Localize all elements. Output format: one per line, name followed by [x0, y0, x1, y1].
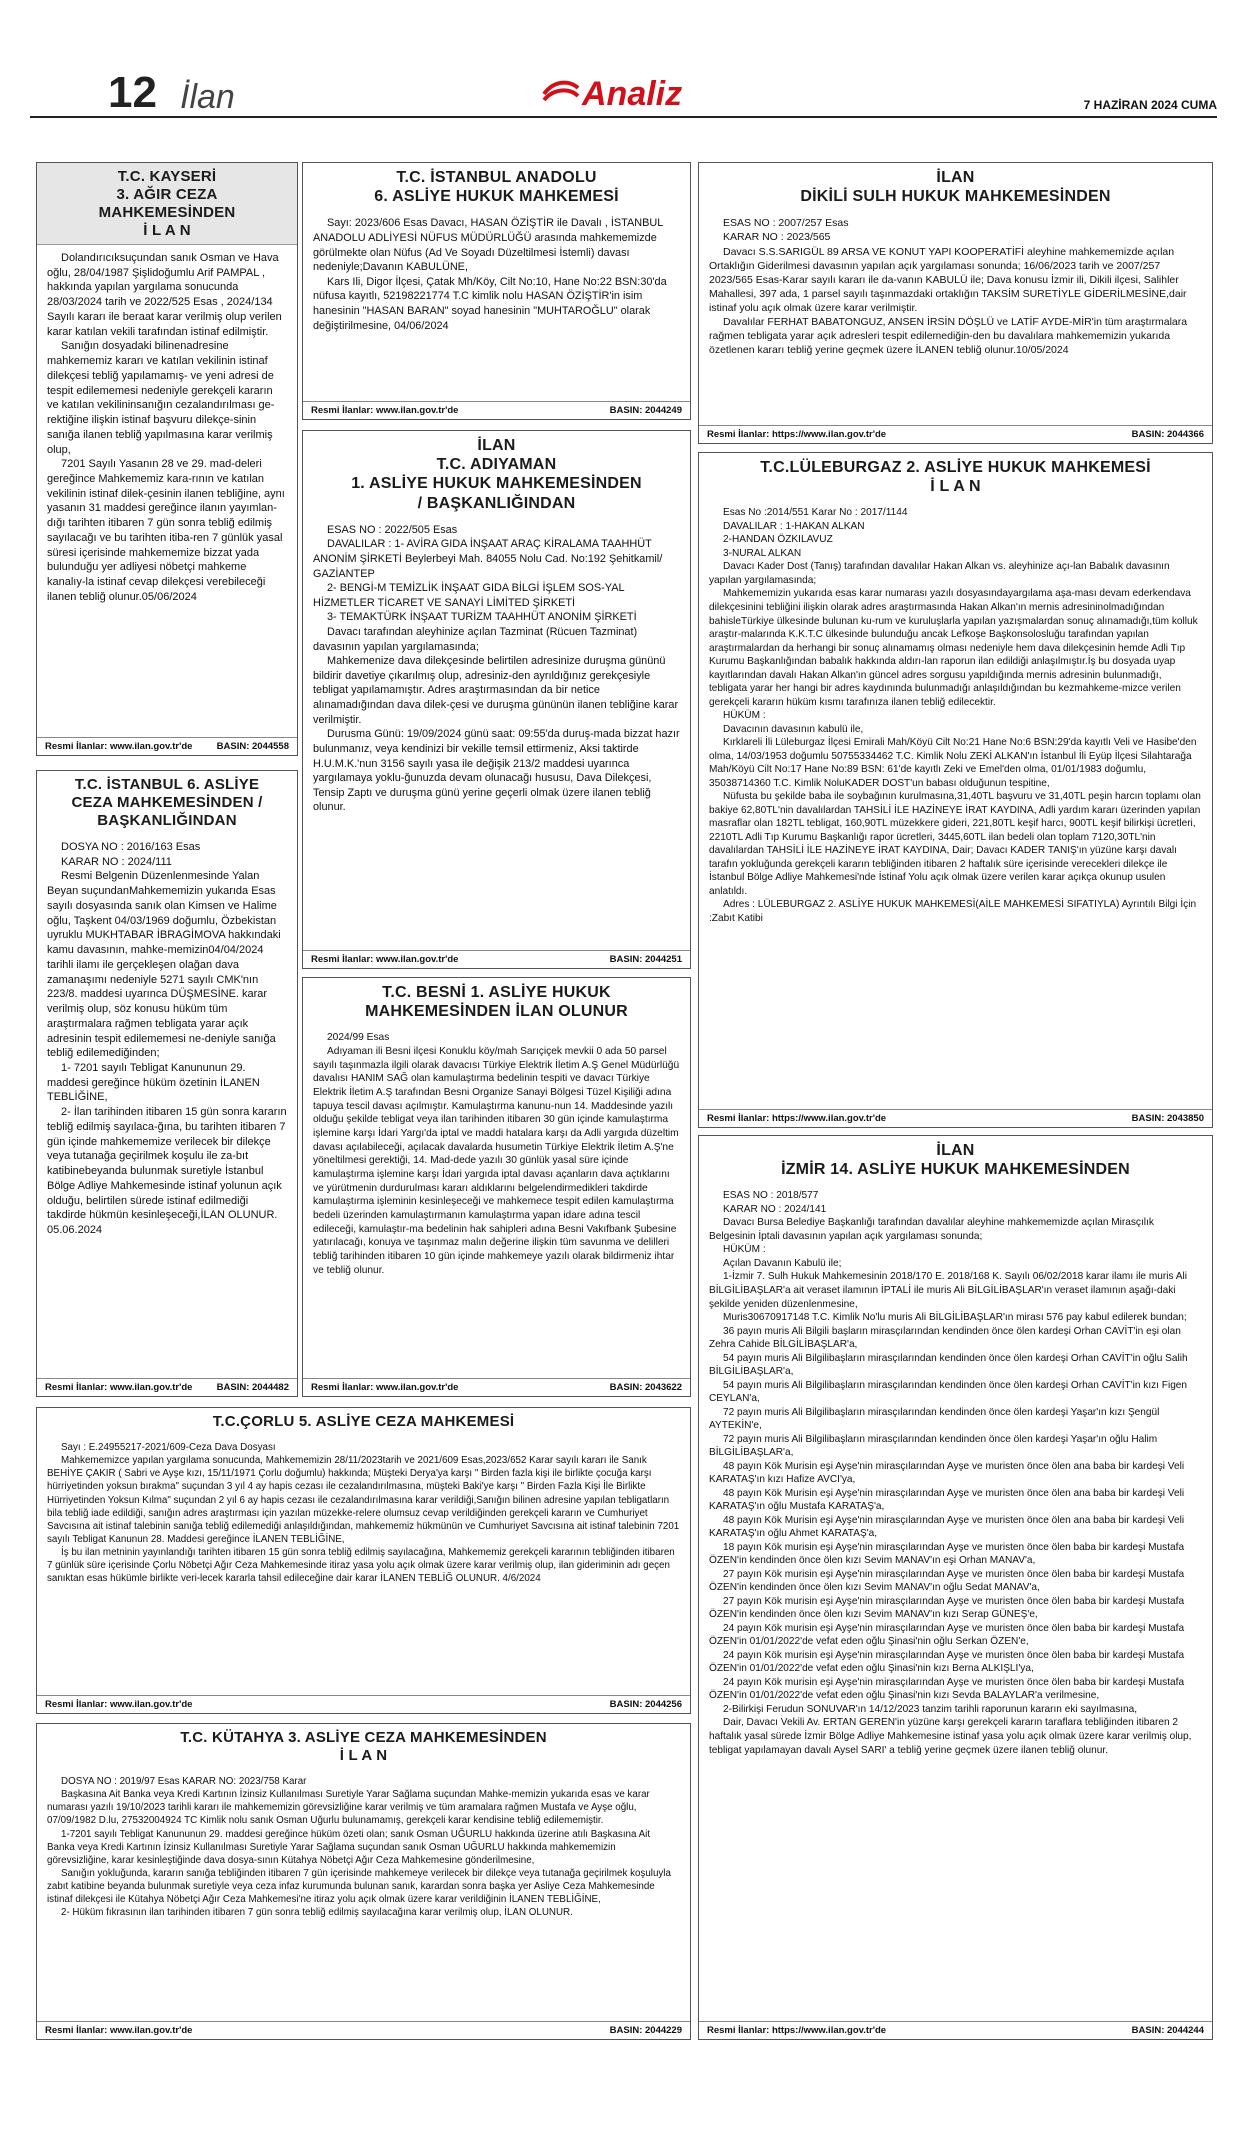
ad-paragraph: DAVALILAR : 1- AVİRA GIDA İNŞAAT ARAÇ KİRALAMA TAAHHÜT ANONİM ŞİRKETİ Beylerbeyi Mah. 84055 Nolu Cad. No:192 Şehitkamil/ GAZİANTEP — [313, 538, 663, 580]
ad-source-link[interactable]: Resmi İlanlar: https://www.ilan.gov.tr'de — [707, 1113, 887, 1124]
ad-paragraph: Mahkemenize dava dilekçesinde belirtilen adresinize duruşma gününü bildirir davetiye çıkarılmış olup, adresiniz-den ayrıldığınız gerekçesiyle tebligat yapılamamıştır. Adres araştırmasından da bir netice alınamadığından dava dilek-çesi ve duruşma gününün ilanen tebliğine karar verilmiştir. — [313, 655, 679, 726]
ad-footer — [37, 737, 297, 755]
ad-body — [303, 1025, 690, 1277]
ad-paragraph: 2- İlan tarihinden itibaren 15 gün sonra kararın tebliğ edilmiş sayılaca-ğına, bu tarihten itibaren 7 gün içinde mahkememize verilecek bir dilekçe veya tutanağa geçirilmek koşulu ile za-bıt katibinebeyanda bulunmak suretiyle İstanbul Bölge Adliye Mahkemesinde istinaf yolunun açık olduğu, belirtilen sürede istinaf edilmediği takdirde hükmün kesinleşeceği,İLAN OLUNUR. 05.06.2024 — [47, 1106, 287, 1237]
ad-paragraph: ESAS NO : 2018/577 — [723, 1190, 819, 1202]
ad-footer — [303, 950, 690, 968]
ad-source-link[interactable]: Resmi İlanlar: www.ilan.gov.tr'de — [45, 2025, 193, 2036]
ad-paragraph: 36 payın muris Ali Bilgili başların mirasçılarından kendinden önce ölen kardeşi Orhan CAVİT'in eşi olan Zehra Cahide BİLGİLİBAŞLAR'a, — [709, 1325, 1181, 1351]
ad-kayseri — [36, 162, 298, 756]
ad-paragraph: 72 payın muris Ali Bilgilibaşların mirasçılarından kendinden önce ölen kardeşi Yaşar'ın oğlu Halim BİLGİLİBAŞLAR'a, — [709, 1433, 1158, 1459]
ad-paragraph: Kars Ili, Digor İlçesi, Çatak Mh/Köy, Cilt No:10, Hane No:22 BSN:30'da nüfusa kayıtlı, 52198221774 T.C kimlik nolu HASAN ÖZİŞTİR'in isim hanesinin "HASAN BARAN" soyad hanesinin "MUHTAROĞLU" olarak değiştirilmesine, 04/06/2024 — [313, 275, 667, 332]
ad-footer — [699, 425, 1212, 443]
ad-paragraph: Davacının davasının kabulü ile, — [723, 723, 864, 735]
ad-title-line: MAHKEMESİNDEN — [98, 204, 236, 221]
ad-title-line: T.C.ÇORLU 5. ASLİYE CEZA MAHKEMESİ — [212, 1413, 515, 1430]
ad-paragraph: 54 payın muris Ali Bilgilibaşların mirasçılarından kendinden önce ölen kardeşi Orhan CAVİT'in oğlu Salih BİLGİLİBAŞLAR'a, — [709, 1352, 1188, 1378]
ad-title-line: İLAN — [936, 1142, 975, 1159]
issue-date: 7 HAZİRAN 2024 CUMA — [1083, 98, 1217, 112]
ad-title-line: T.C. KAYSERİ — [117, 168, 217, 185]
ad-title — [699, 163, 1212, 210]
ad-paragraph: HÜKÜM : — [723, 1244, 766, 1256]
ad-istanbul-6-asliye-ceza — [36, 770, 298, 1397]
ad-paragraph: Esas No :2014/551 Karar No : 2017/1144 — [723, 507, 908, 519]
ad-title — [699, 453, 1212, 500]
ad-source-link[interactable]: Resmi İlanlar: www.ilan.gov.tr'de — [311, 405, 459, 416]
ad-paragraph: 1-İzmir 7. Sulh Hukuk Mahkemesinin 2018/170 E. 2018/168 K. Sayılı 06/02/2018 karar ilamı ile muris Ali BİLGİLİBAŞLAR'a ait veraset ilamının İPTALİ ile muris Ali BİLGİLİBAŞLAR'ın veraset ilamının aşağı-daki şekilde yeniden düzenlenmesine, — [709, 1271, 1187, 1310]
ad-title-line: / BAŞKANLIĞINDAN — [417, 494, 576, 512]
ad-title — [303, 978, 690, 1025]
section-title: İlan — [180, 78, 235, 116]
ad-footer — [303, 1378, 690, 1396]
ad-title-line: MAHKEMESİNDEN İLAN OLUNUR — [365, 1003, 628, 1021]
ad-paragraph: DAVALILAR : 1-HAKAN ALKAN — [723, 520, 865, 532]
header-rule — [30, 116, 1217, 118]
ad-title-line: İLAN — [936, 169, 975, 186]
ad-paragraph: KARAR NO : 2023/565 — [723, 231, 831, 244]
ad-body — [699, 210, 1212, 357]
ad-paragraph: ESAS NO : 2007/257 Esas — [723, 217, 849, 230]
logo-text: Analiz — [582, 75, 683, 112]
ad-body — [37, 1435, 690, 1585]
ad-paragraph: 2-HANDAN ÖZKILAVUZ — [723, 534, 833, 546]
ad-title — [37, 771, 297, 834]
ad-paragraph: KARAR NO : 2024/111 — [61, 855, 172, 868]
ad-paragraph: Sanığın dosyadaki bilinenadresine mahkememiz kararı ve katılan vekilinin istinaf dilekçesi tebliğ yapılamamış- ve yeni adresi de tespit edilememesi nedeniyle gerekçeli kararın ve katılan vekilininsanığın cezalandırılması ge-rektiğine ilişkin istinaf başvuru dilekçe-sinin sanığa ilanen tebliğ yapılmasına karar verilmiş olup, — [47, 340, 275, 456]
ad-paragraph: Adres : LÜLEBURGAZ 2. ASLİYE HUKUK MAHKEMESİ(AİLE MAHKEMESİ SIFATIYLA) Ayrıntılı Bilgi İçin :Zabıt Katibi — [709, 899, 1197, 924]
ad-footer — [37, 1378, 297, 1396]
ad-title-line: İ L A N — [930, 478, 981, 496]
ad-title — [37, 1408, 690, 1435]
ad-paragraph: Adıyaman ili Besni ilçesi Konuklu köy/mah Sarıçiçek mevkii 0 ada 50 parsel sayılı taşınmazla ilgili olarak davacısı Türkiye Elektrik İletim A.Ş Genel Müdürlüğü davalısı HANIM SAĞ olan kamulaştırma bedelinin tespiti ve davacı Türkiye Elektrik İletim A.Ş tarafından Besni Organize Sanayi Bölgesi Tüzel Kişiliği adına tapuya tescil davası açılmıştır. Kamulaştırma kanunu-nun 14. Maddesinde yazılı olduğu şekilde tebligat veya ilan tarihinden itibaren 30 gün içinde kamulaştırma işlemine karşı İdari Yargı'da iptal ve maddi hatalara karşı da Adli yargıda düzeltim davası açılabileceği, açılacak davalarda husumetin Türkiye Elektrik İletim A.Ş'ne yöneltilmesi gerektiği, 14. Mad-dede yazılı 30 günlük yasal süre içinde kamulaştırma işlemine karşı İdari yargıda iptal davası açanların dava açtıklarını ve yürütmenin durdurulması kararı aldıklarını belgelendirmedikleri takdirde kamulaştırma işleminin kesinleşeceği ve mahkemece tespit edilen kamulaştırma bedeli üzerinden kamulaştırmanın kamulaştırma yapan idare adına tescil edileceği, kamulaştır-ma bedelinin hak sahipleri adına Besni Vakıfbank Şubesine yatırılacağı, konuya ve taşınmaz malın değerine ilişkin tüm savunma ve delilleri tebliğ tarihinden itibaren 10 gün içinde mahkemeye yazılı olarak bildirmeniz ihtar ve tebliğ olunur. — [313, 1046, 680, 1276]
ad-paragraph: Mahkememizin yukarıda esas karar numarası yazılı dosyasındayargılama aşa-ması devam ederkendava dilekçesinini tebliğini ilişkin olarak adres araştırmasında Hakan Alkan'ın mernis adresininolmadığından bahisleTürkiye ülkesinde bulunan ku-rum ve kuruluşlarla yapılan yazışmalardan sonuç alınamadığı,tüm kolluk araştır-malarında K.K.T.C ülkesinde bulunduğu ancak Lefkoşe Başkonsolosluğu tarafından yapılan araştırmalardan da herhangi bir sonuç alınamamış olması nedeniyle hem dava dilekçesinin hemde Adli Tıp Kurumu Başkanlığından babalık hakkında aldırı-lan raporun ilan edildiği anlaşılmıştır.İş bu dosyada uyap kayıtlarından davalı Hakan Alkan'ın güncel adres sorgusu yapıldığında mernis adresinin bulunmadığı, tebligata yarar her hangi bir adres kaydınında bulunmadığı anlaşıldığından bu kezmahkeme-mizce verilen gerekçeli kararın hüküm kısmı tarafınıza ilanen tebliğ edilecektir. — [709, 588, 1198, 708]
ad-basin-number: BASIN: 2044251 — [609, 954, 682, 965]
ad-paragraph: 2024/99 Esas — [327, 1032, 390, 1044]
ad-title-line: İ L A N — [143, 222, 191, 239]
ad-paragraph: 24 payın Kök murisin eşi Ayşe'nin mirasçılarından Ayşe ve muristen önce ölen baba bir kardeşi Mustafa ÖZEN'in 01/01/2022'de vefat eden oğlu Şinasi'nin oğlu Serkan ÖZEN'e, — [709, 1622, 1185, 1648]
ad-title — [37, 163, 297, 245]
ad-paragraph: 24 payın Kök murisin eşi Ayşe'nin mirasçılarından Ayşe ve muristen önce ölen baba bir kardeşi Mustafa ÖZEN'in 01/01/2022'de vefat eden oğlu Şinasi'nin kızı Berna ALKIŞLI'ya, — [709, 1649, 1185, 1675]
ad-title — [303, 431, 690, 517]
ad-paragraph: Resmi Belgenin Düzenlenmesinde Yalan Beyan suçundanMahkememizin yukarıda Esas sayılı dosyasında sanık olan Kimsen ve Halime oğlu, Taşkent 04/03/1969 doğumlu, Özbekistan uyruklu MUKHTABAR İBRAGİMOVA hakkındaki kamu davasının, mahke-memizin04/04/2024 tarihli ilamı ile gerçekleşen olağan dava zamanaşımı nedeniyle 5271 sayılı CMK'nın 223/8. maddesi uyarınca DÜŞMESİNE. karar verilmiş olup, söz konusu hüküm tüm araştırmalara rağmen tebligata yarar açık adresinin tespit edilememesi ne-deniyle sanığa tebliğ edilemediğinden; — [47, 870, 281, 1060]
ad-footer — [303, 401, 690, 419]
ad-source-link[interactable]: Resmi İlanlar: www.ilan.gov.tr'de — [45, 1382, 193, 1393]
ad-title-line: T.C.LÜLEBURGAZ 2. ASLİYE HUKUK MAHKEMESİ — [760, 459, 1151, 476]
ad-source-link[interactable]: Resmi İlanlar: www.ilan.gov.tr'de — [45, 1699, 193, 1710]
ad-paragraph: Nüfusta bu şekilde baba ile soybağının kurulmasına,31,40TL başvuru ve 31,40TL peşin harcın toplamı olan bakiye 62,80TL'nin davalılardan TAHSİLİ İLE HAZİNEYE İRAT KAYDINA, Adli yardım kararı üzerinden yapılan masraflar olan 182TL tebligat, 160,90TL müzekkere gideri, 221,80TL keşif harcı, 900TL keşif bilirkişi ücretleri, 2210TL Adli Tıp Kurumu Başkanlığı rapor ücretleri, 3445,60TL ilan bedeli olan toplam 7120,30TL'nin davalılardan TAHSİLİ İLE HAZİNEYE İRAT KAYDINA, Dair; Davacı KADER TANIŞ'ın yüzüne karşı davalı tarafın yokluğunda gerekçeli kararın tebliğinden itibaren 2 haftalık süre içerisinde verecekleri dilekçe ile İstanbul Bölge Adliye Mahkemesi'nde İstinaf Yolu açık olmak üzere verilen karar açıkça okunup usulen anlatıldı. — [709, 791, 1201, 897]
ad-paragraph: DOSYA NO : 2016/163 Esas — [61, 841, 201, 853]
ad-paragraph: 3- TEMAKTÜRK İNŞAAT TURİZM TAAHHÜT ANONİM ŞİRKETİ — [327, 611, 637, 624]
ad-paragraph: Sanığın yokluğunda, kararın sanığa tebliğinden itibaren 7 gün içerisinde mahkemeye verilecek bir dilekçe veya tutanağa geçirilmek koşuluyla zabıt katibine beyanda bulunmak suretiyle veya ceza infaz kurumunda bulunan sanık, karardan sonra başka yer Asliye Ceza Mahkemesinde istinaf dilekçesi ile Kütahya Nöbetçi Ağır Ceza Mahkemesi'ne itiraz yolu açık olmak üzere karar verildiğinin İLANEN TEBLİĞİNE, — [47, 1867, 671, 1906]
ad-paragraph: 48 payın Kök Murisin eşi Ayşe'nin mirasçılarından Ayşe ve muristen önce ölen ana baba bir kardeşi Veli KARATAŞ'ın oğlu Ahmet KARATAŞ'a, — [709, 1514, 1185, 1540]
ad-basin-number: BASIN: 2043622 — [609, 1382, 682, 1393]
ad-paragraph: DOSYA NO : 2019/97 Esas KARAR NO: 2023/758 Karar — [61, 1776, 307, 1787]
ad-paragraph: Açılan Davanın Kabulü ile; — [723, 1257, 842, 1269]
ad-basin-number: BASIN: 2044244 — [1131, 2025, 1204, 2036]
ad-paragraph: 2- BENGİ-M TEMİZLİK İNŞAAT GIDA BİLGİ İŞLEM SOS-YAL HİZMETLER TİCARET VE SANAYİ LİMİTED ŞİRKETİ — [313, 582, 625, 609]
ad-source-link[interactable]: Resmi İlanlar: www.ilan.gov.tr'de — [311, 954, 459, 965]
ad-paragraph: 54 payın muris Ali Bilgilibaşların mirasçılarından kendinden önce ölen kardeşi Orhan CAVİT'in kızı Figen CEYLAN'a, — [709, 1379, 1188, 1405]
ad-paragraph: 18 payın Kök murisin eşi Ayşe'nin mirasçılarından Ayşe ve muristen önce ölen baba bir kardeşi Mustafa ÖZEN'in kendinden önce ölen kızı Sevim MANAV'ın eşi Orhan MANAV'a, — [709, 1541, 1185, 1567]
ad-paragraph: 48 payın Kök Murisin eşi Ayşe'nin mirasçılarından Ayşe ve muristen önce ölen ana baba bir kardeşi Veli KARATAŞ'ın kızı Hafize AVCI'ya, — [709, 1460, 1185, 1486]
ad-paragraph: 1- 7201 sayılı Tebligat Kanununun 29. maddesi gereğince hüküm özetinin İLANEN TEBLİĞİNE, — [47, 1062, 260, 1104]
ad-title-line: T.C. İSTANBUL 6. ASLİYE — [74, 776, 260, 793]
ad-paragraph: İş bu ilan metninin yayınlandığı tarihten itibaren 15 gün sonra tebliğ edilmiş sayılacağına, Mahkememiz gerekçeli kararının tebliğinden itibaren 7 günlük süre içerisinde Çorlu Nöbetçi Ağır Ceza Mahkemesinde itiraz yasa yolu açık olmak üzere karar verilmiş olup, ilan gideriminin adı geçen sanıktan esas hükümle birlikte veri-lecek kararla tahsil edileceğine dair karar İLANEN TEBLİĞ OLUNUR. 4/6/2024 — [47, 1547, 675, 1585]
ad-title-line: CEZA MAHKEMESİNDEN / — [71, 794, 263, 811]
ad-paragraph: Davacı tarafından aleyhinize açılan Tazminat (Rücuen Tazminat) davasının yapılan yargılamasında; — [313, 626, 638, 653]
ad-title — [699, 1136, 1212, 1183]
ad-paragraph: 7201 Sayılı Yasanın 28 ve 29. mad-deleri gereğince Mahkememiz kara-rının ve katılan vekilinin istinaf dilek-çesinin ilanen tebliğine, aynı yasanın 31 maddesi gereğince ilanın yayımlan-dığı tarihten itibaren 7 gün sonra tebliğ edilmiş sayılacağı ve bu tarihten itiba-ren 7 günlük yasal süresi içerisinde mahkememize bizzat yada bulunduğu yer adliyesi nöbetçi mahkeme kanalıy-la istinaf cevap dilekçesi verebileceği ilanen tebliğ olunur.05/06/2024 — [47, 458, 285, 603]
ad-paragraph: HÜKÜM : — [723, 710, 766, 722]
ad-paragraph: Dair, Davacı Vekili Av. ERTAN GEREN'in yüzüne karşı gerekçeli kararın taraflara tebliğinden itibaren 2 haftalık yasal sürede İzmir Bölge Adliye Mahkemesine istinaf yasa yolu açık olmak üzere karar verilmiş olup, tebligat yapılamayan davalı Aysel SARI' a tebliğ yerine geçmek üzere ilanen tebliğ olunur. — [709, 1717, 1192, 1756]
ad-footer — [37, 2021, 690, 2039]
ad-adiyaman — [302, 430, 691, 969]
ad-basin-number: BASIN: 2044229 — [609, 2025, 682, 2036]
ad-paragraph: Mahkememizce yapılan yargılama sonucunda, Mahkememizin 28/11/2023tarih ve 2021/609 Esas,2023/652 Karar sayılı kararı ile Sanık BEHİYE ÇAKIR ( Sabri ve Ayşe kızı, 15/11/1971 Çorlu doğumlu) hakkında; Müşteki Derya'ya karşı " Birden fazla kişi ile birlikte çocuğa karşı hürriyetinden yoksun bırakma" suçundan 3 yıl 4 ay hapis cezası ile cezalandırılmasına, müşteki Baki'ye karşı " Birden Fazla Kişi İle Birlikte Hürriyetinden Yoksun Kılma" suçundan 2 yıl 6 ay hapis cezası ile cezalandırılmasına karar verildiği,Sanığın bilinen adresine yapılan tebligatların bila tebliğ iade edildiği, sanığın adres araştırması için yazılan müzekke-relere olumsuz cevap verildiğinden gerekçeli kararın ve Cumhuriyet Savcısına ait istinaf talebinin sanığa tebliğ edilemediği anlaşıldığından, mahkememiz hükmünün ve Cumhuriyet Savcısına ait istinaf talebinin 7201 sayılı Tebligat Kanunun 28. Maddesi gereğince İLANEN TEBLİĞİNE, — [47, 1455, 680, 1545]
ad-body — [37, 245, 297, 605]
ad-paragraph: 1-7201 sayılı Tebligat Kanununun 29. maddesi gereğince hüküm özeti olan; sanık Osman UĞURLU hakkında üzerine atılı Başkasına Ait Banka veya Kredi Kartının İzinsiz Kullanılması Suretiyle Yarar Sağlama suçundan sanık Osman UĞURLU hakkında mahkememizin görevsizliğine, karar kesinleştiğinde dava dosya-sının Kütahya Nöbetçi Ağır Ceza Mahkemesine gönderilmesine, — [47, 1828, 651, 1866]
ad-title-line: DİKİLİ SULH HUKUK MAHKEMESİNDEN — [800, 188, 1111, 206]
ad-body — [303, 210, 690, 333]
ad-paragraph: 48 payın Kök Murisin eşi Ayşe'nin mirasçılarından Ayşe ve muristen önce ölen ana baba bir kardeşi Veli KARATAŞ'ın oğlu Mustafa KARATAŞ'a, — [709, 1487, 1185, 1513]
ad-paragraph: 2-Bilirkişi Ferudun SONUVAR'ın 14/12/2023 tanzim tarihli raporunun kararın eki sayılmasına, — [723, 1703, 1138, 1715]
ad-body — [37, 1769, 690, 1919]
ad-paragraph: 3-NURAL ALKAN — [723, 547, 802, 559]
ad-title-line: T.C. İSTANBUL ANADOLU — [396, 169, 597, 186]
ad-title-line: 6. ASLİYE HUKUK MAHKEMESİ — [374, 188, 619, 206]
ad-paragraph: Dolandırıcıksuçundan sanık Osman ve Hava oğlu, 28/04/1987 Şişlidoğumlu Arif PAMPAL , hakkında yapılan yargılama sonucunda 28/03/2024 tarih ve 2022/525 Esas , 2024/134 Sayılı kararı ile beraat karar verilmiş olup verilen karar katılan vekili tarafından istinaf edilmiştir. — [47, 252, 282, 338]
ad-paragraph: Davacı Kader Dost (Tanış) tarafından davalılar Hakan Alkan vs. aleyhinize açı-lan Babalık davasının yapılan yargılamasında; — [709, 561, 1170, 586]
ad-paragraph: Davalılar FERHAT BABATONGUZ, ANSEN İRSİN DÖŞLÜ ve LATİF AYDE-MİR'in tüm araştırmalara rağmen tebligata yarar açık adresleri tespit edilemediğin-den bu davalılara mahkememizin yukarıda özetlenen kararı tebliğ yerine geçmek üzere İLANEN tebliğ olunur.10/05/2024 — [709, 315, 1188, 356]
ad-besni — [302, 977, 691, 1397]
ad-footer — [699, 1109, 1212, 1127]
ad-title-line: 1. ASLİYE HUKUK MAHKEMESİNDEN — [351, 475, 642, 493]
ad-basin-number: BASIN: 2044482 — [216, 1382, 289, 1393]
ad-paragraph: Durusma Günü: 19/09/2024 günü saat: 09:55'da duruş-mada bizzat hazır bulunmanız, veya kendinizi bir vekille temsil ettirmeniz, Aksi taktirde H.U.M.K.'nun 3156 sayılı yasa ile değişik 213/2 maddesi uyarınca yargılamaya yoklu-ğunuzda devam olunacağı hususu, Dava Dilekçesi, Tensip Zaptı ve duruşma günü yerine geçerli olmak üzere ilanen tebliğ olunur. — [313, 728, 680, 814]
ad-paragraph: Muris30670917148 T.C. Kimlik No'lu muris Ali BİLGİLİBAŞLAR'ın mirası 576 pay kabul edilerek bundan; — [723, 1312, 1187, 1324]
ad-izmir — [698, 1135, 1213, 2040]
ad-istanbul-anadolu — [302, 162, 691, 420]
ad-paragraph: Başkasına Ait Banka veya Kredi Kartının İzinsiz Kullanılması Suretiyle Yarar Sağlama suçundan Mahke-memizin yukarıda esas ve karar numarası yazılı 19/10/2023 tarihli kararı ile mahkememizin görevsizliğine karar verilmiş ve tüm aramalara rağmen Mustafa ve Ayşe oğlu, 07/09/1982 D.lu, 27532004924 TC Kimlik nolu sanık Osman Uğurlu bulunamamış, gerekçeli karar kendisine tebliğ edilememiştir. — [47, 1789, 650, 1827]
ad-title-line: BAŞKANLIĞINDAN — [97, 812, 237, 829]
ad-paragraph: Davacı Bursa Belediye Başkanlığı tarafından davalılar aleyhine mahkememizde açılan Mirasçılık Belgesinin İptali davasının yapılan açık yargılaması sonunda; — [709, 1217, 1154, 1242]
ad-basin-number: BASIN: 2044366 — [1131, 429, 1204, 440]
ad-basin-number: BASIN: 2044256 — [609, 1699, 682, 1710]
ad-paragraph: 27 payın Kök murisin eşi Ayşe'nin mirasçılarından Ayşe ve muristen önce ölen baba bir kardeşi Mustafa ÖZEN'in kendinden önce ölen kızı Sevim MANAV'ın oğlu Sedat MANAV'a, — [709, 1568, 1185, 1594]
ad-paragraph: ESAS NO : 2022/505 Esas — [327, 523, 458, 536]
ad-footer — [699, 2021, 1212, 2039]
ad-basin-number: BASIN: 2044558 — [216, 741, 289, 752]
ad-paragraph: 2- Hüküm fıkrasının ilan tarihinden itibaren 7 gün sonra tebliğ edilmiş sayılacağına karar verilmiş olup, İLAN OLUNUR. — [61, 1907, 573, 1919]
ad-paragraph: 24 payın Kök murisin eşi Ayşe'nin mirasçılarından Ayşe ve muristen önce ölen baba bir kardeşi Mustafa ÖZEN'in 01/01/2022'de vefat eden oğlu Şinasi'nin kızı Sevda BALAYLAR'a verilmesine, — [709, 1676, 1185, 1702]
ad-body — [699, 500, 1212, 925]
ad-dikili — [698, 162, 1213, 444]
ad-title — [303, 163, 690, 210]
ad-basin-number: BASIN: 2044249 — [609, 405, 682, 416]
ad-title-line: 3. AĞIR CEZA — [116, 186, 218, 203]
ad-source-link[interactable]: Resmi İlanlar: www.ilan.gov.tr'de — [45, 741, 193, 752]
ad-body — [303, 517, 690, 815]
ad-source-link[interactable]: Resmi İlanlar: https://www.ilan.gov.tr'de — [707, 2025, 887, 2036]
ad-title-line: İLAN — [477, 437, 516, 454]
ad-title-line: T.C. BESNİ 1. ASLİYE HUKUK — [382, 984, 611, 1001]
ad-source-link[interactable]: Resmi İlanlar: www.ilan.gov.tr'de — [311, 1382, 459, 1393]
ad-paragraph: Kırklareli İli Lüleburgaz İlçesi Emirali Mah/Köyü Cilt No:21 Hane No:6 BSN:29'da kayıtlı Veli ve Hasibe'den olma, 14/03/1953 doğumlu 50755334462 T.C. Kimlik Nolu ZEKİ ALKAN'ın İstanbul İli Eyüp İlçesi Silahtarağa Mah/Köyü Cilt No:17 Hane No:89 BSN: 61'de kayıtlı Zeki ve Emel'den olma, 01/01/1983 doğumlu, 35038714360 T.C. Kimlik NoluKADER DOST'un babası olduğunun tespitine, — [709, 737, 1197, 789]
ad-kutahya — [36, 1723, 691, 2040]
ad-source-link[interactable]: Resmi İlanlar: https://www.ilan.gov.tr'de — [707, 429, 887, 440]
ad-paragraph: 72 payın muris Ali Bilgilibaşların mirasçılarından kendinden önce ölen kardeşi Yaşar'ın kızı Şengül AYTEKİN'e, — [709, 1406, 1160, 1432]
ad-footer — [37, 1695, 690, 1713]
ad-paragraph: KARAR NO : 2024/141 — [723, 1203, 827, 1215]
ad-title-line: İZMİR 14. ASLİYE HUKUK MAHKEMESİNDEN — [781, 1161, 1130, 1179]
ad-paragraph: Sayı : E.24955217-2021/609-Ceza Dava Dosyası — [61, 1442, 276, 1453]
page-number: 12 — [108, 68, 157, 117]
ad-body — [37, 834, 297, 1238]
ad-paragraph: Davacı S.S.SARIGÜL 89 ARSA VE KONUT YAPI KOOPERATİFİ aleyhine mahkememizde açılan Ortaklığın Giderilmesi davasının yapılan açık yargılaması sonunda; 16/06/2023 tarih ve 2007/257 2023/565 Esas-Karar sayılı kararı ile da-vanın KABULÜ ile; Dava konusu İzmir ili, Dikili ilçesi, Salihler Mahallesi, 397 ada, 1 parsel sayılı taşınmazdaki ortaklığın TAKSİM SURETİYLE GİDERİLMESİNE,dair istinaf yolu açık olmak üzere karar verilmiştir. — [709, 245, 1187, 314]
ad-corlu — [36, 1407, 691, 1714]
ad-luleburgaz — [698, 452, 1213, 1128]
ad-body — [699, 1183, 1212, 1757]
ad-paragraph: Sayı: 2023/606 Esas Davacı, HASAN ÖZİŞTİR ile Davalı , İSTANBUL ANADOLU ADLİYESİ NÜFUS MÜDÜRLÜĞÜ arasında mahkememizde görülmekte olan Nüfus (Ad Ve Soyadı Düzeltilmesi İstemli) davası nedeniyle;Davanın KABULÜNE, — [313, 217, 663, 274]
ad-title-line: T.C. ADIYAMAN — [436, 456, 557, 474]
ad-title — [37, 1724, 690, 1769]
newspaper-logo — [540, 72, 720, 112]
ad-paragraph: 27 payın Kök murisin eşi Ayşe'nin mirasçılarından Ayşe ve muristen önce ölen baba bir kardeşi Mustafa ÖZEN'in kendinden önce ölen kızı Sevim MANAV'ın kızı Serap GÜNEŞ'e, — [709, 1595, 1185, 1621]
ad-title-line: İ L A N — [339, 1747, 388, 1764]
ad-title-line: T.C. KÜTAHYA 3. ASLİYE CEZA MAHKEMESİNDEN — [180, 1729, 547, 1746]
ad-basin-number: BASIN: 2043850 — [1131, 1113, 1204, 1124]
